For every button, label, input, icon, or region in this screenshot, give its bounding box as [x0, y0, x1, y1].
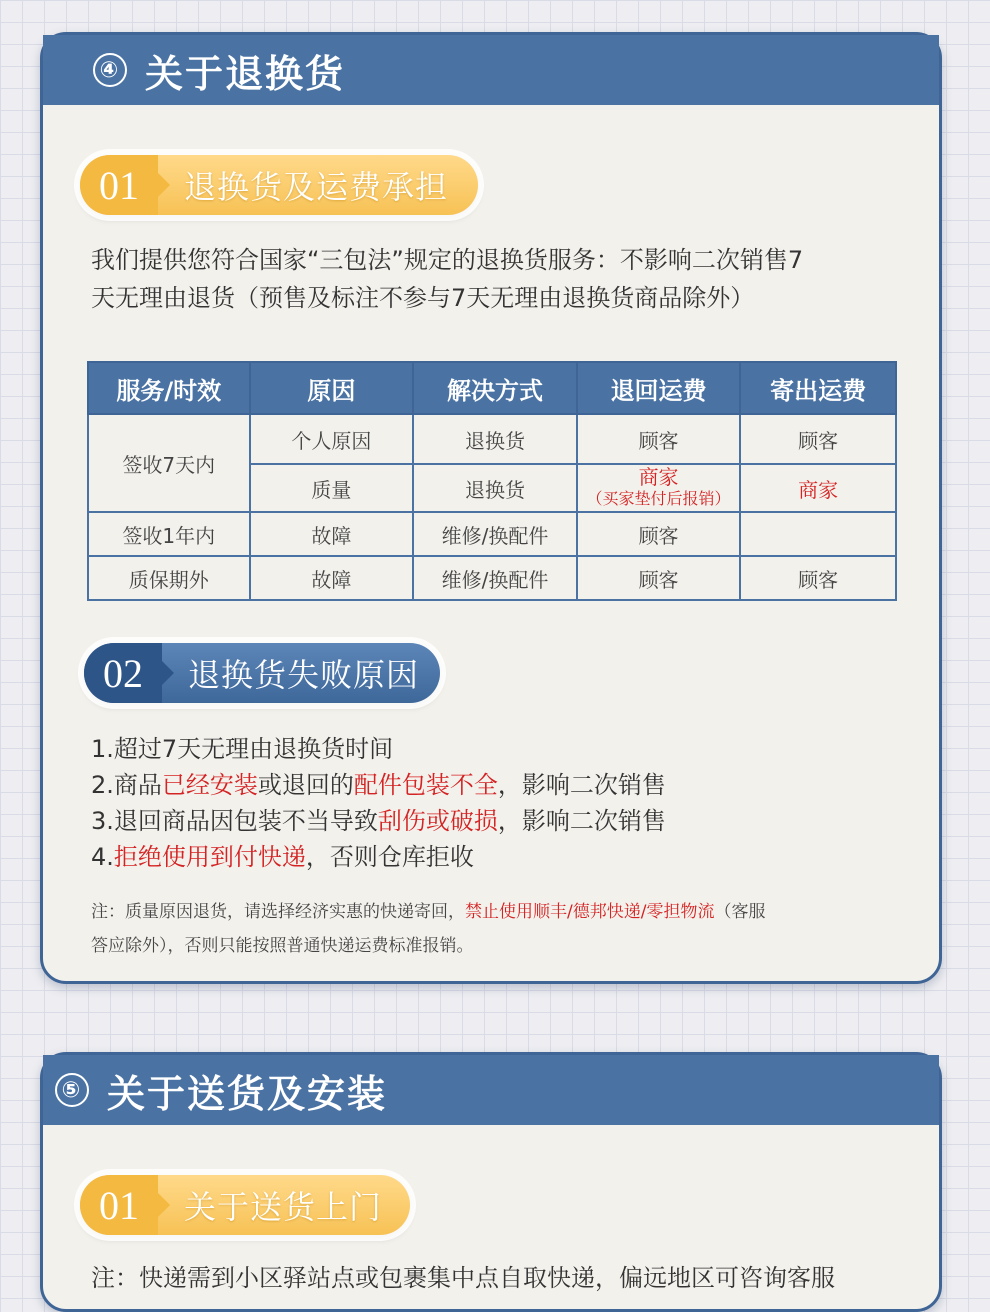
table-cell-reason: 故障 — [250, 512, 414, 556]
arrow-icon — [156, 171, 170, 199]
table-row — [88, 556, 896, 600]
return-fee-table — [87, 361, 897, 601]
subheading-01-pill — [80, 1175, 410, 1235]
note-line — [91, 895, 921, 929]
list-item-text: 2.商品 — [91, 771, 162, 799]
table-header-cell: 原因 — [250, 362, 414, 414]
table-header-cell: 服务/时效 — [88, 362, 250, 414]
table-cell-solution: 退换货 — [413, 464, 577, 512]
intro-line: 天无理由退货（预售及标注不参与7天无理由退换货商品除外） — [91, 284, 755, 312]
section-return-exchange — [40, 32, 942, 984]
table-header-cell: 解决方式 — [413, 362, 577, 414]
table-cell-return-fee: 顾客 — [577, 512, 741, 556]
table-cell-service: 质保期外 — [88, 556, 250, 600]
table-cell-reason: 质量 — [250, 464, 414, 512]
subheading-title: 退换货及运费承担 — [184, 168, 449, 206]
list-item-highlight: 已经安装 — [161, 771, 258, 799]
list-item-highlight: 刮伤或破损 — [377, 807, 498, 835]
table-cell-return-fee: 顾客 — [577, 556, 741, 600]
table-cell-return-fee — [577, 464, 741, 512]
subheading-number: 01 — [80, 1175, 158, 1235]
subheading-number: 01 — [80, 155, 158, 215]
note-line: 答应除外），否则只能按照普通快递运费标准报销。 — [91, 936, 474, 956]
subheading-title: 退换货失败原因 — [188, 656, 420, 694]
table-cell-solution: 维修/换配件 — [413, 512, 577, 556]
table-header-row — [88, 362, 896, 414]
section-title: 关于送货及安装 — [107, 1071, 388, 1116]
intro-paragraph — [91, 241, 911, 317]
table-cell-solution: 维修/换配件 — [413, 556, 577, 600]
return-fee-note: （买家垫付后报销） — [586, 489, 731, 508]
list-item-text: ，否则仓库拒收 — [305, 843, 474, 871]
section-delivery-installation — [40, 1052, 942, 1312]
table-cell-reason: 故障 — [250, 556, 414, 600]
table-cell-return-fee: 顾客 — [577, 414, 741, 464]
subheading-01-pill — [80, 155, 478, 215]
table-row — [88, 512, 896, 556]
list-item-highlight: 拒绝使用到付快递 — [113, 843, 306, 871]
subheading-02-pill — [84, 643, 440, 703]
table-cell-send-fee: 顾客 — [740, 556, 896, 600]
table-cell-service: 签收1年内 — [88, 512, 250, 556]
section-header — [43, 1055, 939, 1125]
list-item-text: 4. — [91, 843, 114, 871]
list-item — [91, 731, 911, 767]
table-header-cell: 寄出运费 — [740, 362, 896, 414]
table-cell-solution: 退换货 — [413, 414, 577, 464]
shipping-note — [91, 895, 921, 963]
section-title: 关于退换货 — [145, 51, 346, 96]
arrow-icon — [156, 1191, 170, 1219]
note-text: 注：质量原因退货，请选择经济实惠的快递寄回， — [91, 902, 465, 922]
table-cell-send-fee — [740, 512, 896, 556]
table-cell-send-fee: 顾客 — [740, 414, 896, 464]
section-header — [43, 35, 939, 105]
failure-reasons-list — [91, 731, 911, 875]
list-item-text: 3.退回商品因包装不当导致 — [91, 807, 378, 835]
table-cell-service: 签收7天内 — [88, 414, 250, 512]
return-fee-value: 商家 — [638, 465, 679, 489]
table-header-cell: 退回运费 — [577, 362, 741, 414]
list-item — [91, 767, 911, 803]
list-item — [91, 803, 911, 839]
subheading-title: 关于送货上门 — [184, 1188, 383, 1226]
section-number: ④ — [93, 53, 127, 87]
delivery-note-cut: 注：快递需到小区驿站点或包裹集中点自取快递，偏远地区可咨询客服 — [91, 1264, 835, 1292]
list-item-text: 或退回的 — [257, 771, 354, 799]
arrow-icon — [160, 659, 174, 687]
list-item-text: ，影响二次销售 — [497, 807, 666, 835]
note-text: （客服 — [714, 902, 766, 922]
intro-line: 我们提供您符合国家“三包法”规定的退换货服务：不影响二次销售7 — [91, 246, 804, 274]
list-item-text: ，影响二次销售 — [497, 771, 666, 799]
list-item-text: 1.超过7天无理由退换货时间 — [91, 735, 394, 763]
table-cell-send-fee: 商家 — [740, 464, 896, 512]
subheading-number: 02 — [84, 643, 162, 703]
section-number: ⑤ — [55, 1073, 89, 1107]
table-row — [88, 414, 896, 464]
note-highlight: 禁止使用顺丰/德邦快递/零担物流 — [465, 902, 715, 922]
list-item — [91, 839, 911, 875]
list-item-highlight: 配件包装不全 — [353, 771, 498, 799]
table-cell-reason: 个人原因 — [250, 414, 414, 464]
